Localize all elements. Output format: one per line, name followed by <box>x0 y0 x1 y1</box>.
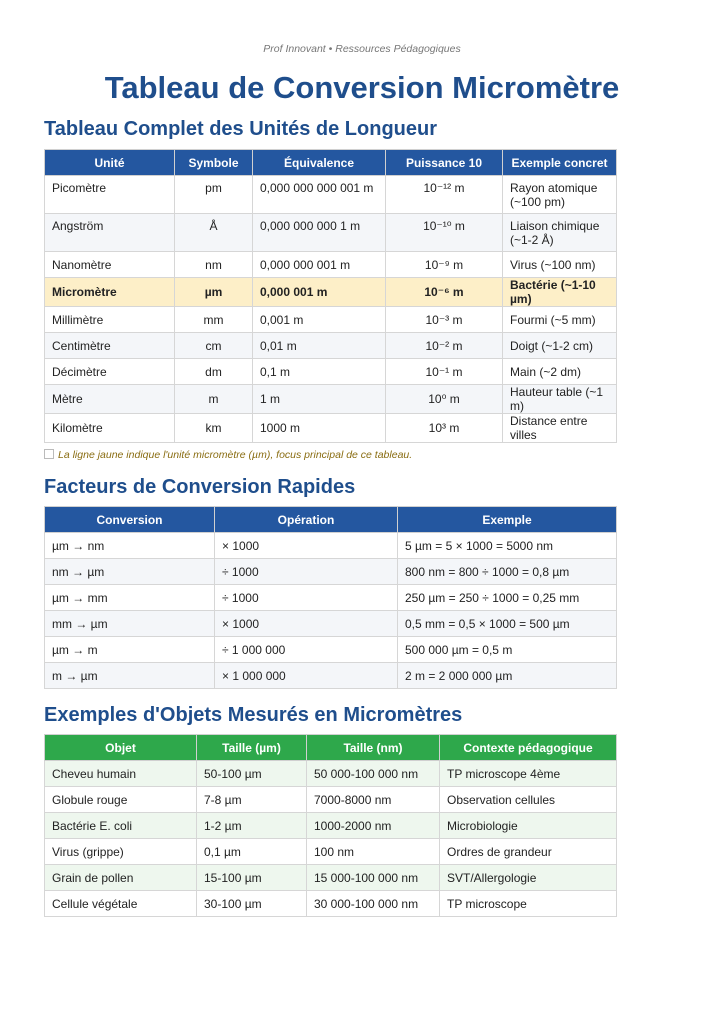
object-cell: Virus (grippe) <box>45 839 197 865</box>
context-cell: SVT/Allergologie <box>440 865 617 891</box>
unit-cell: Mètre <box>45 385 175 414</box>
power-cell <box>386 359 503 385</box>
example-cell: Bactérie (~1-10 µm) <box>503 278 617 307</box>
col-header: Puissance 10 <box>386 150 503 176</box>
table-row <box>45 533 617 559</box>
note-box-icon <box>44 449 54 459</box>
object-cell: Globule rouge <box>45 787 197 813</box>
table-row <box>45 839 617 865</box>
col-header: Taille (nm) <box>307 735 440 761</box>
context-cell: TP microscope 4ème <box>440 761 617 787</box>
power-unit: m <box>451 219 465 233</box>
size-um-cell: 7-8 µm <box>197 787 307 813</box>
top-note: Prof Innovant • Ressources Pédagogiques <box>263 43 461 55</box>
table-row <box>45 252 617 278</box>
power-unit: m <box>449 312 463 327</box>
table-row <box>45 813 617 839</box>
power-cell <box>386 252 503 278</box>
power-cell <box>386 385 503 414</box>
symbol-cell: cm <box>175 333 253 359</box>
conversion-cell: m → µm <box>45 663 215 689</box>
example-cell: Doigt (~1-2 cm) <box>503 333 617 359</box>
conversion-cell: µm → m <box>45 637 215 663</box>
power-exponent: ¹² <box>443 181 452 195</box>
equivalence-cell: 1 m <box>253 385 386 414</box>
example-cell: Fourmi (~5 mm) <box>503 307 617 333</box>
table-row <box>45 176 617 214</box>
size-nm-cell: 15 000-100 000 nm <box>307 865 440 891</box>
symbol-cell: µm <box>175 278 253 307</box>
conversion-cell: µm → mm <box>45 585 215 611</box>
note-text: La ligne jaune indique l'unité micromètre (µm), focus principal de ce tableau. <box>58 449 413 461</box>
conversion-cell: nm → µm <box>45 559 215 585</box>
operation-cell: × 1000 <box>215 611 398 637</box>
power-unit: m <box>449 364 463 379</box>
symbol-cell: pm <box>175 176 253 214</box>
equivalence-cell: 1000 m <box>253 414 386 443</box>
object-cell: Cheveu humain <box>45 761 197 787</box>
power-exponent: ⁹ <box>444 257 450 272</box>
symbol-cell: Å <box>175 214 253 252</box>
power-base: 10⁻ <box>423 181 444 195</box>
example-cell: 500 000 µm = 0,5 m <box>398 637 617 663</box>
size-um-cell: 50-100 µm <box>197 761 307 787</box>
example-cell: Virus (~100 nm) <box>503 252 617 278</box>
power-base: 10⁻ <box>425 338 446 353</box>
example-cell: 250 µm = 250 ÷ 1000 = 0,25 mm <box>398 585 617 611</box>
table-row <box>45 891 617 917</box>
power-base: 10⁻ <box>424 285 445 299</box>
conversion-table <box>44 506 617 689</box>
unit-cell: Micromètre <box>45 278 175 307</box>
table-row <box>45 359 617 385</box>
power-unit: m <box>449 338 463 353</box>
col-header: Unité <box>45 150 175 176</box>
section2-heading: Facteurs de Conversion Rapides <box>44 476 356 498</box>
power-exponent: ³ <box>442 421 446 435</box>
example-cell: Hauteur table (~1 m) <box>503 385 617 414</box>
equivalence-cell: 0,000 001 m <box>253 278 386 307</box>
symbol-cell: dm <box>175 359 253 385</box>
equivalence-cell: 0,000 000 000 1 m <box>253 214 386 252</box>
operation-cell: ÷ 1000 <box>215 559 398 585</box>
col-header: Exemple concret <box>503 150 617 176</box>
conversion-table-header <box>45 507 617 533</box>
unit-cell: Millimètre <box>45 307 175 333</box>
power-cell <box>386 176 503 214</box>
symbol-cell: mm <box>175 307 253 333</box>
col-header: Contexte pédagogique <box>440 735 617 761</box>
col-header: Opération <box>215 507 398 533</box>
conversion-cell: µm → nm <box>45 533 215 559</box>
table-row <box>45 278 617 307</box>
object-cell: Cellule végétale <box>45 891 197 917</box>
object-cell: Grain de pollen <box>45 865 197 891</box>
power-cell <box>386 214 503 252</box>
object-cell: Bactérie E. coli <box>45 813 197 839</box>
equivalence-cell: 0,000 000 001 m <box>253 252 386 278</box>
size-um-cell: 0,1 µm <box>197 839 307 865</box>
power-unit: m <box>449 257 464 272</box>
equivalence-cell: 0,01 m <box>253 333 386 359</box>
size-nm-cell: 1000-2000 nm <box>307 813 440 839</box>
table-row <box>45 761 617 787</box>
highlight-note <box>44 449 412 461</box>
size-um-cell: 30-100 µm <box>197 891 307 917</box>
objects-table-header <box>45 735 617 761</box>
table-row <box>45 663 617 689</box>
power-exponent: ¹⁰ <box>442 219 452 233</box>
table-row <box>45 585 617 611</box>
symbol-cell: km <box>175 414 253 443</box>
power-cell <box>386 333 503 359</box>
col-header: Conversion <box>45 507 215 533</box>
size-nm-cell: 30 000-100 000 nm <box>307 891 440 917</box>
unit-cell: Picomètre <box>45 176 175 214</box>
units-table <box>44 149 617 443</box>
table-row <box>45 559 617 585</box>
power-unit: m <box>446 421 460 435</box>
power-unit: m <box>451 181 465 195</box>
example-cell: 5 µm = 5 × 1000 = 5000 nm <box>398 533 617 559</box>
context-cell: Observation cellules <box>440 787 617 813</box>
col-header: Objet <box>45 735 197 761</box>
operation-cell: ÷ 1000 <box>215 585 398 611</box>
size-um-cell: 1-2 µm <box>197 813 307 839</box>
power-base: 10⁻ <box>425 312 446 327</box>
power-exponent: ² <box>445 338 450 353</box>
context-cell: Microbiologie <box>440 813 617 839</box>
power-unit: m <box>446 392 460 406</box>
size-nm-cell: 50 000-100 000 nm <box>307 761 440 787</box>
size-nm-cell: 100 nm <box>307 839 440 865</box>
power-base: 10 <box>428 421 442 435</box>
power-unit: m <box>449 285 464 299</box>
operation-cell: × 1 000 000 <box>215 663 398 689</box>
col-header: Exemple <box>398 507 617 533</box>
table-row <box>45 214 617 252</box>
table-row <box>45 414 617 443</box>
unit-cell: Kilomètre <box>45 414 175 443</box>
power-exponent: ¹ <box>445 364 450 379</box>
table-row <box>45 307 617 333</box>
table-row <box>45 787 617 813</box>
conversion-cell: mm → µm <box>45 611 215 637</box>
unit-cell: Décimètre <box>45 359 175 385</box>
symbol-cell: m <box>175 385 253 414</box>
col-header: Symbole <box>175 150 253 176</box>
example-cell: Liaison chimique (~1-2 Å) <box>503 214 617 252</box>
unit-cell: Angström <box>45 214 175 252</box>
operation-cell: × 1000 <box>215 533 398 559</box>
equivalence-cell: 0,001 m <box>253 307 386 333</box>
context-cell: TP microscope <box>440 891 617 917</box>
col-header: Équivalence <box>253 150 386 176</box>
units-table-header <box>45 150 617 176</box>
table-row <box>45 611 617 637</box>
operation-cell: ÷ 1 000 000 <box>215 637 398 663</box>
power-cell <box>386 278 503 307</box>
unit-cell: Centimètre <box>45 333 175 359</box>
power-base: 10⁻ <box>424 257 445 272</box>
col-header: Taille (µm) <box>197 735 307 761</box>
example-cell: 800 nm = 800 ÷ 1000 = 0,8 µm <box>398 559 617 585</box>
power-base: 10⁻ <box>423 219 443 233</box>
equivalence-cell: 0,1 m <box>253 359 386 385</box>
table-row <box>45 333 617 359</box>
example-cell: Main (~2 dm) <box>503 359 617 385</box>
section3-heading: Exemples d'Objets Mesurés en Micromètres <box>44 704 463 726</box>
objects-table <box>44 734 617 917</box>
equivalence-cell: 0,000 000 000 001 m <box>253 176 386 214</box>
unit-cell: Nanomètre <box>45 252 175 278</box>
example-cell: Distance entre villes <box>503 414 617 443</box>
table-row <box>45 865 617 891</box>
power-exponent: ³ <box>445 312 450 327</box>
example-cell: 2 m = 2 000 000 µm <box>398 663 617 689</box>
power-exponent: ⁰ <box>441 392 447 406</box>
power-exponent: ⁶ <box>444 285 450 299</box>
context-cell: Ordres de grandeur <box>440 839 617 865</box>
power-base: 10 <box>428 392 442 406</box>
symbol-cell: nm <box>175 252 253 278</box>
example-cell: Rayon atomique (~100 pm) <box>503 176 617 214</box>
page-title: Tableau de Conversion Micromètre <box>104 70 620 105</box>
example-cell: 0,5 mm = 0,5 × 1000 = 500 µm <box>398 611 617 637</box>
table-row <box>45 637 617 663</box>
size-nm-cell: 7000-8000 nm <box>307 787 440 813</box>
size-um-cell: 15-100 µm <box>197 865 307 891</box>
power-cell <box>386 307 503 333</box>
power-cell <box>386 414 503 443</box>
power-base: 10⁻ <box>425 364 446 379</box>
table-row <box>45 385 617 414</box>
section1-heading: Tableau Complet des Unités de Longueur <box>44 118 438 140</box>
